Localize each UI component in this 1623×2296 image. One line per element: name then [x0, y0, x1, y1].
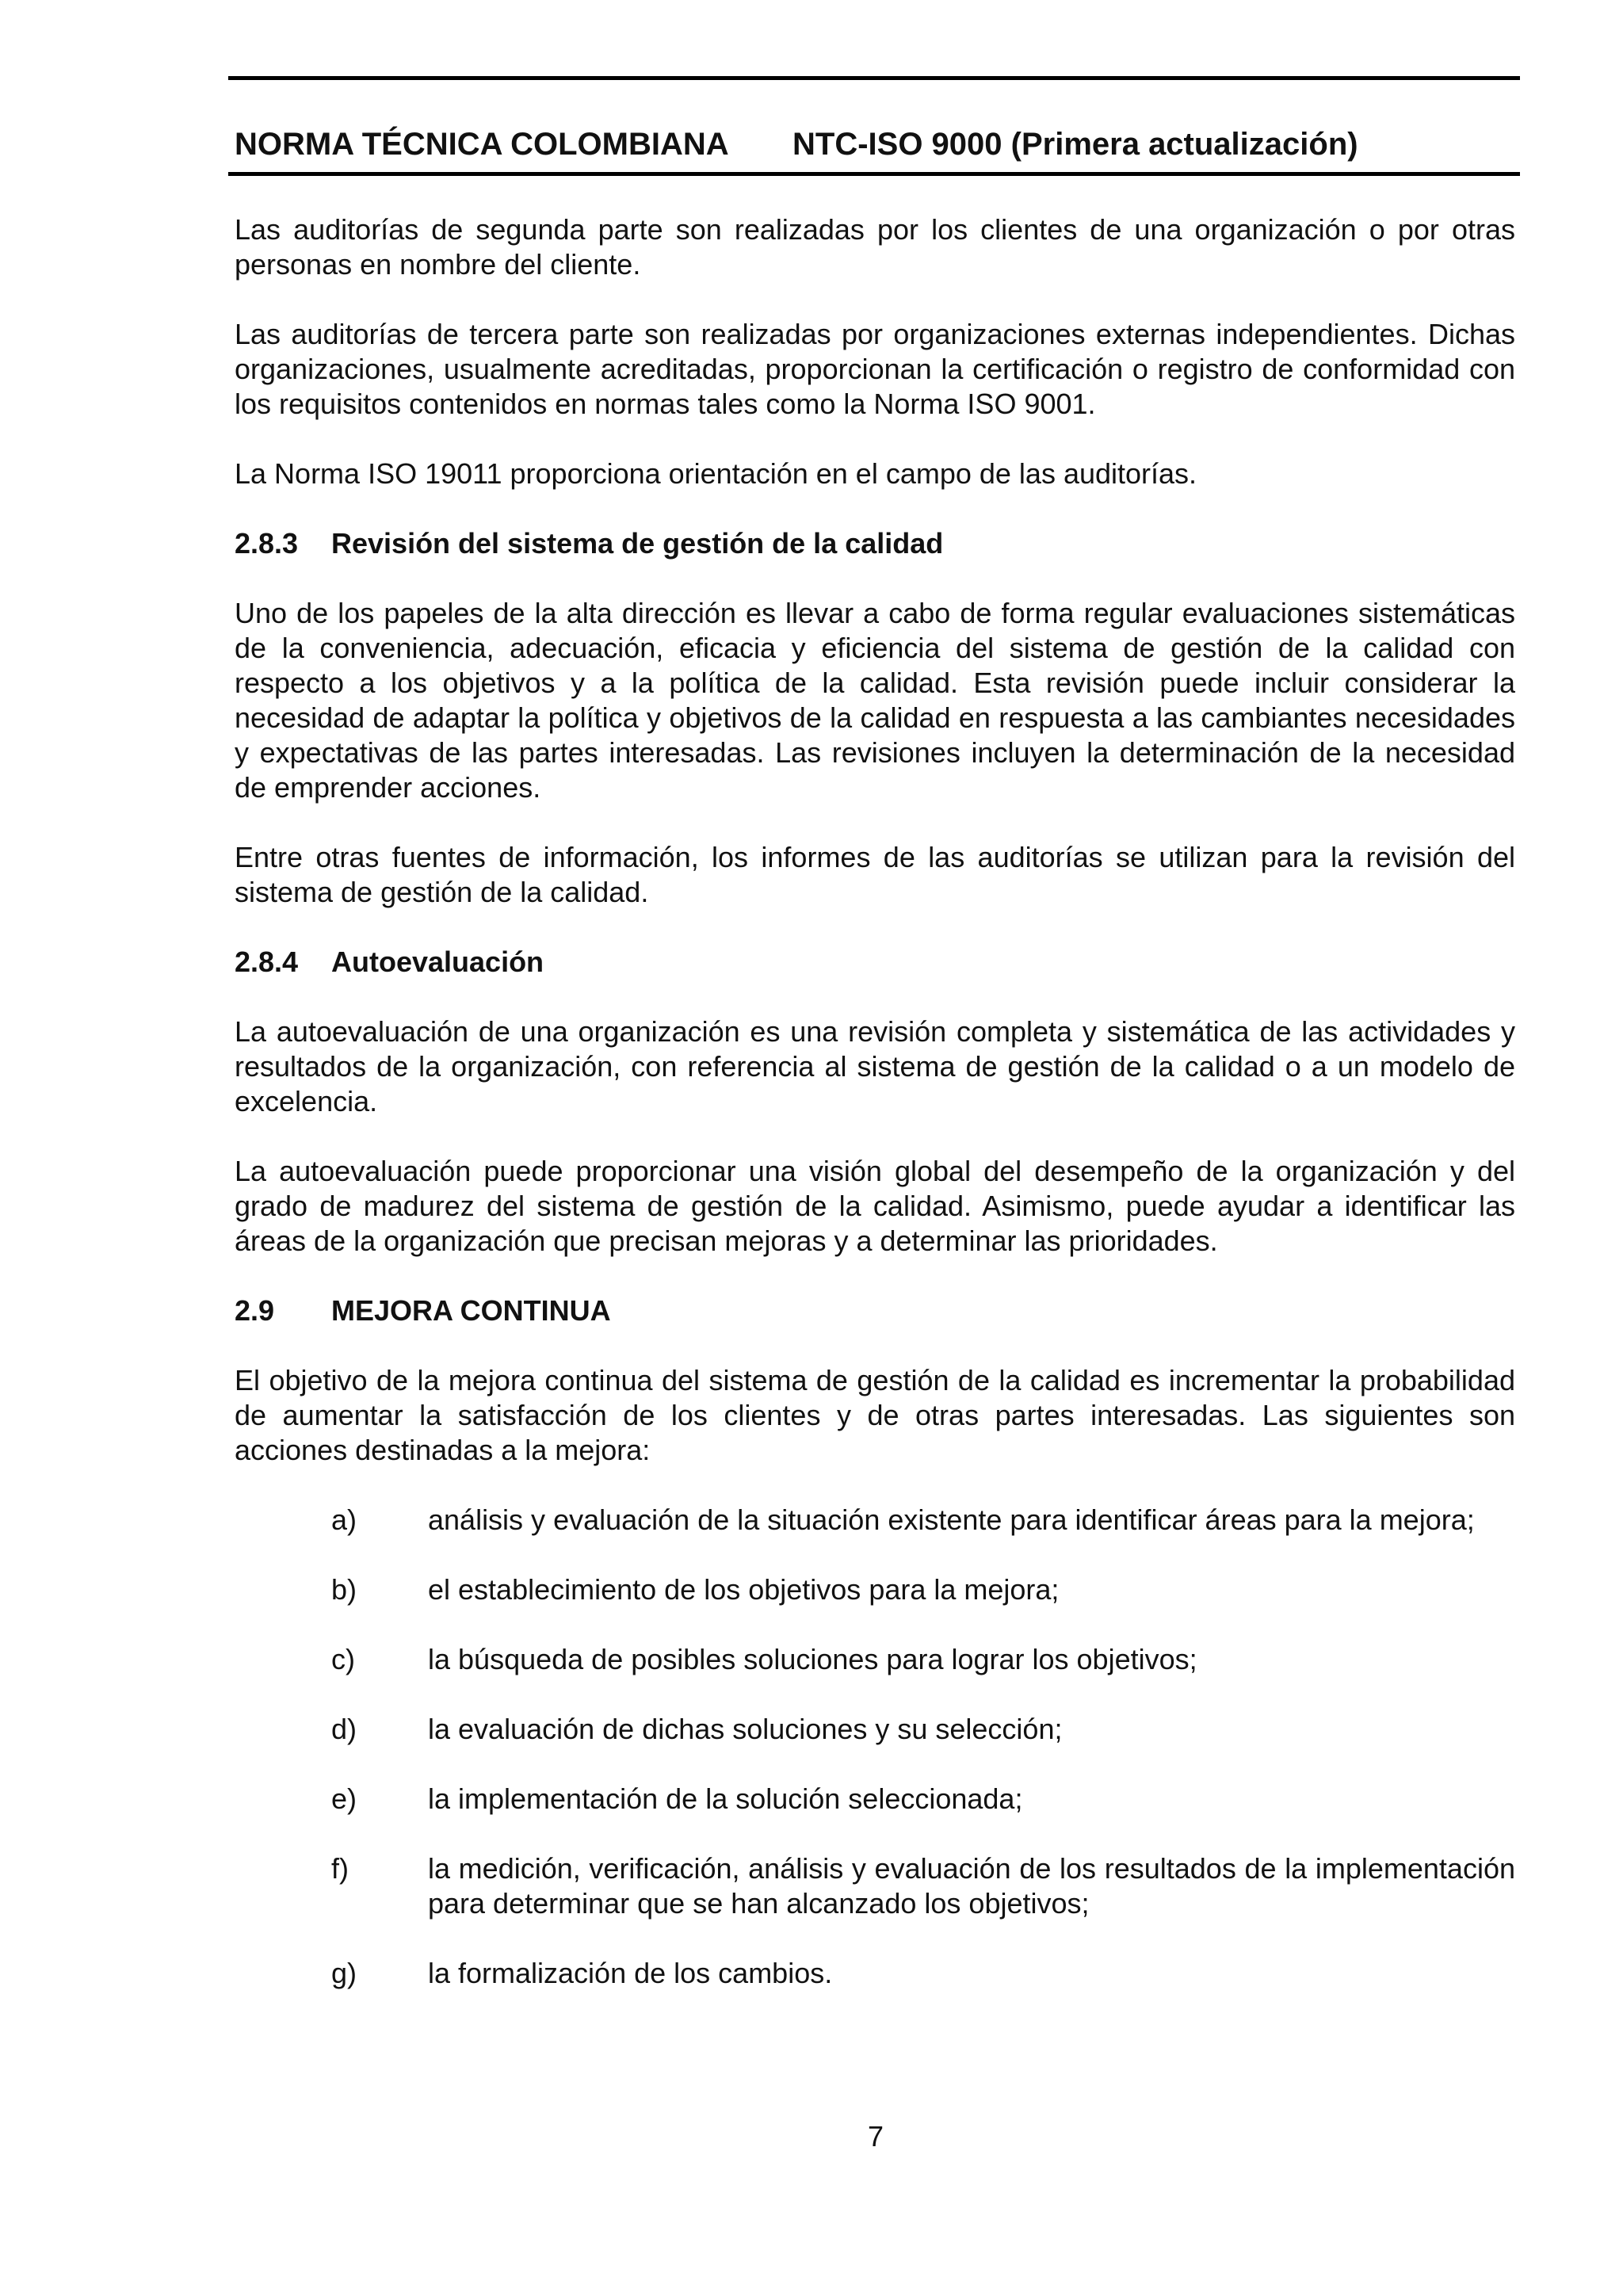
- list-marker: d): [331, 1713, 357, 1745]
- header-standard-name: NORMA TÉCNICA COLOMBIANA: [235, 127, 729, 162]
- list-marker: b): [331, 1573, 357, 1606]
- paragraph: El objetivo de la mejora continua del sistema de gestión de la calidad es incrementar la probabilidad de aumentar la satisfacción de los clientes y de otras partes interesadas. Las siguientes son acciones destinadas a la mejora:: [235, 1364, 1515, 1466]
- paragraph: La autoevaluación de una organización es una revisión completa y sistemática de las actividades y resultados de la organización, con referencia al sistema de gestión de la calidad o a un modelo de excelencia.: [235, 1015, 1515, 1117]
- list-item-text: la búsqueda de posibles soluciones para lograr los objetivos;: [428, 1643, 1197, 1675]
- list-item-text: análisis y evaluación de la situación existente para identificar áreas para la mejora;: [428, 1503, 1475, 1536]
- section-number: 2.9: [235, 1294, 275, 1327]
- list-item: [235, 1782, 1515, 1817]
- list-marker: e): [331, 1782, 357, 1815]
- list-item: [235, 1572, 1515, 1607]
- list-item-text: la formalización de los cambios.: [428, 1957, 833, 1989]
- page-number: 7: [867, 2120, 884, 2153]
- paragraph: Entre otras fuentes de información, los informes de las auditorías se utilizan para la revisión del sistema de gestión de la calidad.: [235, 841, 1515, 908]
- section-title: Autoevaluación: [331, 946, 544, 978]
- list-item: [235, 1503, 1515, 1538]
- list-item-text: la implementación de la solución seleccionada;: [428, 1782, 1023, 1815]
- section-heading-2-8-3: [235, 526, 1515, 561]
- list-item: [235, 1956, 1515, 1991]
- page-body: [235, 212, 1515, 2026]
- list-marker: f): [331, 1852, 349, 1885]
- list-item: [235, 1642, 1515, 1677]
- section-number: 2.8.4: [235, 946, 299, 978]
- header-top-rule: [228, 76, 1520, 80]
- improvement-actions-list: [235, 1503, 1515, 1991]
- list-marker: c): [331, 1643, 355, 1675]
- list-item-text: la evaluación de dichas soluciones y su selección;: [428, 1713, 1063, 1745]
- paragraph: La autoevaluación puede proporcionar una visión global del desempeño de la organización y del grado de madurez del sistema de gestión de la calidad. Asimismo, puede ayudar a identificar las áreas de la organización que precisan mejoras y a determinar las prioridades.: [235, 1155, 1515, 1257]
- list-item: [235, 1851, 1515, 1921]
- section-title: MEJORA CONTINUA: [331, 1294, 611, 1327]
- list-item: [235, 1712, 1515, 1747]
- paragraph: La Norma ISO 19011 proporciona orientación en el campo de las auditorías.: [235, 457, 1197, 490]
- paragraph: Uno de los papeles de la alta dirección es llevar a cabo de forma regular evaluaciones sistemáticas de la conveniencia, adecuación, eficacia y eficiencia del sistema de gestión de la calidad con respecto a los objetivos y a la política de la calidad. Esta revisión puede incluir considerar la necesidad de adaptar la política y objetivos de la calidad en respuesta a las cambiantes necesidades y expectativas de las partes interesadas. Las revisiones incluyen la determinación de la necesidad de emprender acciones.: [235, 597, 1515, 804]
- section-number: 2.8.3: [235, 527, 299, 560]
- section-heading-2-9: [235, 1293, 1515, 1328]
- paragraph: Las auditorías de segunda parte son realizadas por los clientes de una organización o por otras personas en nombre del cliente.: [235, 213, 1515, 281]
- header-bottom-rule: [228, 172, 1520, 176]
- list-marker: g): [331, 1957, 357, 1989]
- list-item-text: la medición, verificación, análisis y evaluación de los resultados de la implementación para determinar que se han alcanzado los objetivos;: [428, 1852, 1515, 1920]
- list-marker: a): [331, 1503, 357, 1536]
- paragraph: Las auditorías de tercera parte son realizadas por organizaciones externas independientes. Dichas organizaciones, usualmente acreditadas, proporcionan la certificación o registro de conformidad con los requisitos contenidos en normas tales como la Norma ISO 9001.: [235, 318, 1515, 420]
- section-title: Revisión del sistema de gestión de la calidad: [331, 527, 944, 560]
- section-heading-2-8-4: [235, 945, 1515, 980]
- header-standard-code: NTC-ISO 9000 (Primera actualización): [792, 127, 1358, 162]
- list-item-text: el establecimiento de los objetivos para la mejora;: [428, 1573, 1060, 1606]
